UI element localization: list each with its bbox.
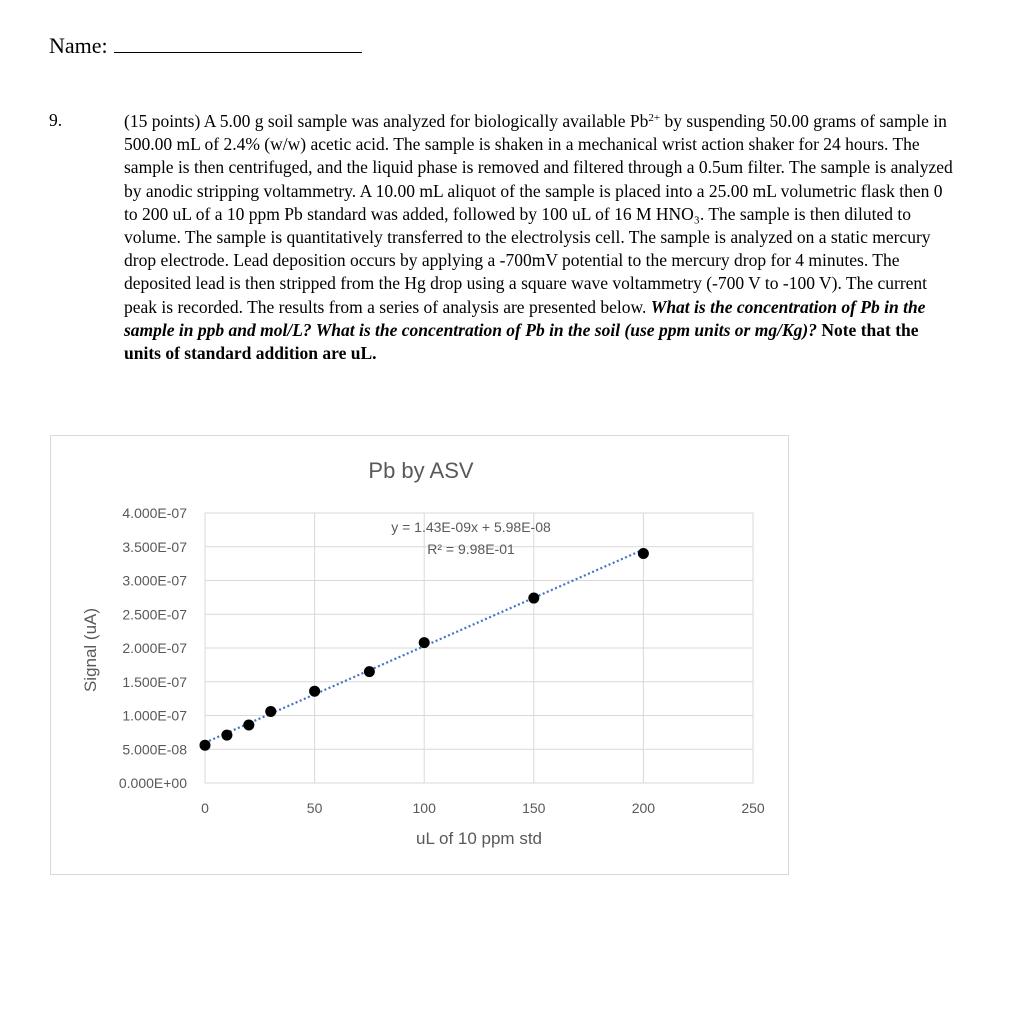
question-text-part: Note that the units of standard addition are uL. — [124, 319, 919, 364]
y-axis-label: Signal (uA) — [81, 607, 100, 693]
chart-frame — [50, 435, 789, 875]
y-tick-label: 2.000E-07 — [122, 640, 187, 656]
data-point — [221, 730, 232, 741]
data-point — [638, 548, 649, 559]
data-point — [419, 637, 430, 648]
question-text-part: 2+ — [648, 112, 661, 124]
x-axis-label: uL of 10 ppm std — [415, 829, 543, 848]
data-point — [528, 593, 539, 604]
y-tick-label: 3.500E-07 — [122, 538, 187, 555]
data-point — [265, 706, 276, 717]
name-field — [49, 33, 362, 59]
y-tick-label: 1.000E-07 — [122, 707, 187, 724]
question-text-part: by suspending 50.00 grams of sample in 500.00 mL of 2.4% (w/w) acetic acid. The sample is shaken in a mechanical wrist action shaker for 24 hours. The sample is then centrifuged, and the liquid phase is removed and filtered through a 0.5um filter. The sample is analyzed by anodic stripping voltammetry. A 10.00 mL aliquot of the sample is placed into a 25.00 mL volumetric flask then 0 to 200 uL of a 10 ppm Pb standard was added, followed by 100 uL of 16 M HNO₃. The sample is then diluted to volume. The sample is quantitatively transferred to the electrolysis cell. The sample is analyzed on a static mercury drop electrode. Lead deposition occurs by applying a -700mV potential to the mercury drop for 4 minutes. The deposited lead is then stripped from the Hg drop using a square wave voltammetry (-700 V to -100 V). The current peak is recorded. The results from a series of analysis are presented below. — [124, 111, 953, 317]
data-point — [243, 719, 254, 730]
question-text-part: (15 points) A 5.00 g soil sample was analyzed for biologically available Pb — [124, 111, 649, 131]
trendline-equation: y = 1.43E-09x + 5.98E-08 — [391, 519, 551, 535]
y-tick-label: 5.000E-08 — [122, 741, 187, 758]
y-tick-label: 0.000E+00 — [118, 775, 187, 791]
x-tick-label: 200 — [631, 800, 656, 816]
name-label: Name: — [49, 33, 108, 58]
y-tick-label: 4.000E-07 — [122, 505, 187, 521]
trendline-r2: R² = 9.98E-01 — [427, 541, 515, 557]
x-tick-label: 250 — [741, 800, 765, 816]
chart — [51, 436, 790, 876]
x-tick-label: 50 — [306, 800, 323, 816]
data-point — [309, 686, 320, 697]
x-tick-label: 100 — [412, 800, 436, 816]
y-tick-label: 1.500E-07 — [122, 673, 187, 690]
chart-title: Pb by ASV — [368, 458, 474, 483]
name-blank-line — [114, 34, 362, 53]
y-tick-label: 3.000E-07 — [122, 572, 187, 589]
question-text — [124, 110, 954, 365]
data-point — [200, 740, 211, 751]
x-tick-label: 150 — [522, 800, 546, 816]
question-text-part: What is the concentration of Pb in the sample in ppb and mol/L? What is the concentration of Pb in the soil (use ppm units or mg/Kg)? — [124, 296, 926, 340]
data-point — [364, 666, 375, 677]
y-tick-label: 2.500E-07 — [122, 606, 187, 623]
x-tick-label: 0 — [201, 800, 209, 816]
question-number: 9. — [49, 110, 63, 130]
